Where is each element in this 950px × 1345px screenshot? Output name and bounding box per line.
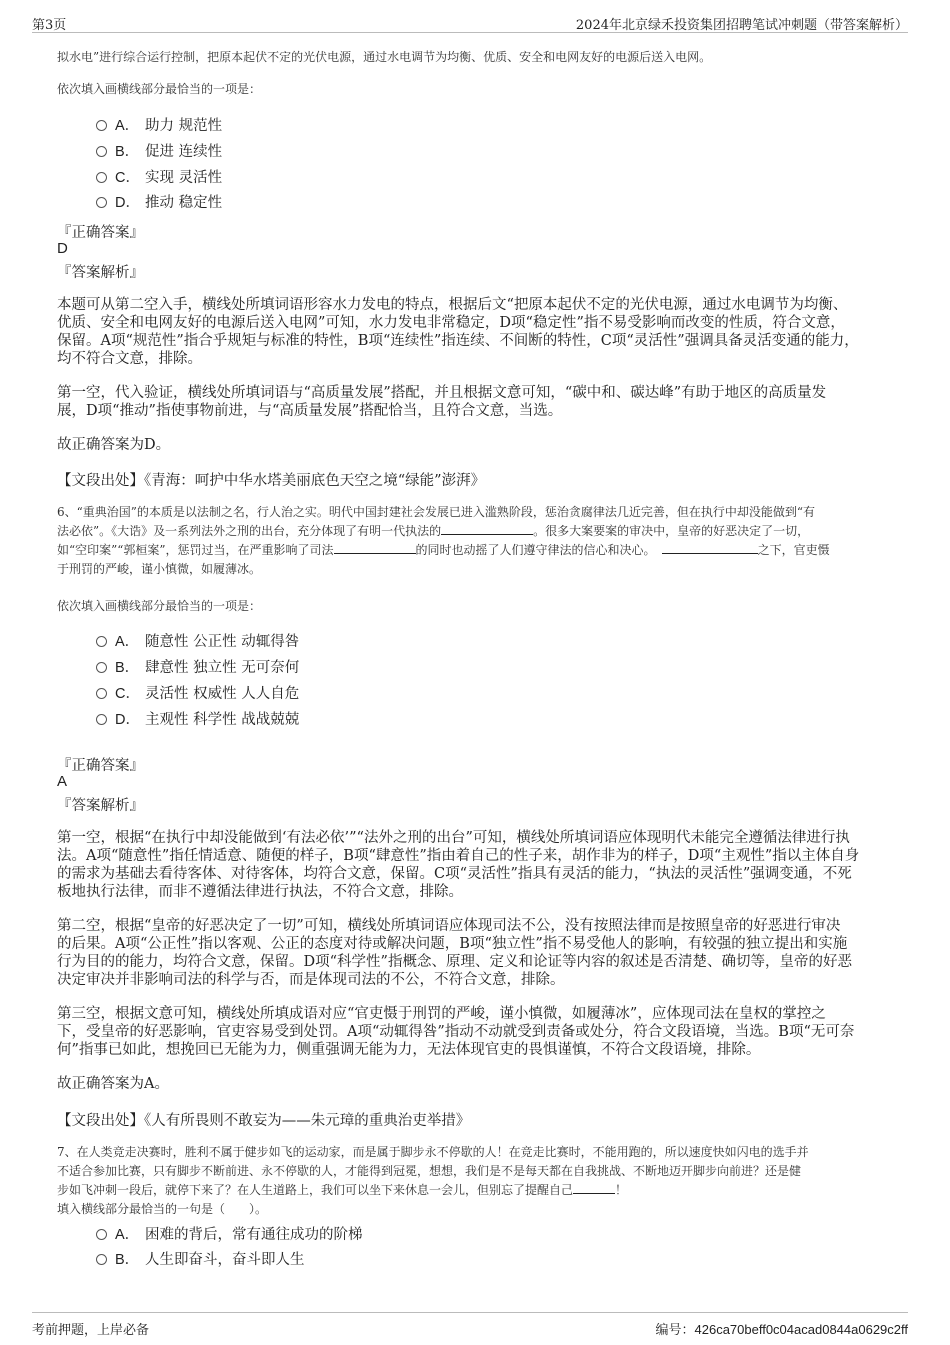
q6-prompt: 依次填入画横线部分最恰当的一项是： — [57, 599, 262, 613]
q6-stem: 6、“重典治国”的本质是以法制之名，行人治之实。明代中国封建社会发展已进入滥熟阶段，惩治贪腐律法几近完善，但在执行中却没能做到“有 法必依”。《大诰》及一系列法外之刑的出台，充分体现了有明一代执法的 。很多大案要案的审决中，皇帝的好恶决定了一切， 如“空印案”“郭桓案”，惩罚过当，在严重影响了司法 的同时也动摇了人们遵守律法的信心和决心。 之下，官吏慑 于刑罚的严峻，谨小慎微，如履薄冰。 — [57, 505, 830, 576]
q6-option-c[interactable]: C． 灵活性 权威性 人人自危 — [96, 684, 299, 704]
radio-icon[interactable] — [96, 662, 107, 673]
blank-3[interactable] — [662, 541, 758, 554]
q6-source: 【文段出处】《人有所畏则不敢妄为——朱元璋的重典治吏举措》 — [57, 1113, 471, 1129]
q6-option-a[interactable]: A． 随意性 公正性 动辄得咎 — [96, 632, 299, 652]
q6-option-d[interactable]: D． 主观性 科学性 战战兢兢 — [96, 710, 299, 730]
radio-icon[interactable] — [96, 1254, 107, 1265]
document-code: 编号：426ca70beff0c04acad0844a0629c2ff — [655, 1322, 908, 1337]
q7-option-a[interactable]: A． 困难的背后，常有通往成功的阶梯 — [96, 1225, 363, 1245]
q5-option-c[interactable]: C． 实现 灵活性 — [96, 168, 222, 188]
q5-answer-label: 『正确答案』 — [57, 225, 144, 241]
document-title: 2024年北京绿禾投资集团招聘笔试冲刺题（带答案解析） — [575, 18, 908, 33]
q6-option-b[interactable]: B． 肆意性 独立性 无可奈何 — [96, 658, 299, 678]
q5-option-b[interactable]: B． 促进 连续性 — [96, 142, 222, 162]
q6-answer: A — [57, 773, 68, 790]
page-number: 第3页 — [32, 18, 67, 33]
footer-slogan: 考前押题，上岸必备 — [32, 1323, 150, 1338]
q5-source: 【文段出处】《青海：呵护中华水塔美丽底色天空之境“绿能”澎湃》 — [57, 473, 486, 489]
q5-option-d[interactable]: D． 推动 稳定性 — [96, 193, 222, 213]
blank-1[interactable] — [573, 1181, 615, 1194]
radio-icon[interactable] — [96, 146, 107, 157]
q7-prompt: 填入横线部分最恰当的一句是（ ）。 — [57, 1202, 268, 1216]
q6-analysis-paragraph-1: 第一空，根据“在执行中却没能做到‘有法必依’”“法外之刑的出台”可知，横线处所填词语应体现明代未能完全遵循法律进行执 法。A项“随意性”指任情适意、随便的样子，B项“肆意性”指由着自己的性子来，胡作非为的样子，D项“主观性”指以主体自身 的需求为基础去看待客体、对待客体，均符合文意，保留。C项“灵活性”指具有灵活的能力，“执法的灵活性”强调变通，不死 板地执行法律，而非不遵循法律进行执法，不符合文意，排除。 — [57, 830, 860, 900]
q5-intro: 拟水电”进行综合运行控制，把原本起伏不定的光伏电源，通过水电调节为均衡、优质、安全和电网友好的电源后送入电网。 — [57, 50, 712, 64]
radio-icon[interactable] — [96, 197, 107, 208]
radio-icon[interactable] — [96, 120, 107, 131]
blank-2[interactable] — [334, 541, 416, 554]
q5-analysis-label: 『答案解析』 — [57, 265, 144, 281]
q7-option-b[interactable]: B． 人生即奋斗，奋斗即人生 — [96, 1250, 305, 1270]
q5-analysis-paragraph-2: 第一空，代入验证，横线处所填词语与“高质量发展”搭配，并且根据文意可知，“碳中和、碳达峰”有助于地区的高质量发 展，D项“推动”指使事物前进，与“高质量发展”搭配恰当，且符合文意，当选。 — [57, 385, 827, 419]
q5-analysis-paragraph-3: 故正确答案为D。 — [57, 437, 171, 453]
q7-stem: 7、在人类竞走决赛时，胜利不属于健步如飞的运动家，而是属于脚步永不停歇的人！在竞走比赛时，不能用跑的，所以速度快如闪电的选手并 不适合参加比赛，只有脚步不断前进、永不停歇的人，才能得到冠冕，想想，我们是不是每天都在自我挑战、不断地迈开脚步向前进？还是健 步如飞冲刺一段后，就停下来了？在人生道路上，我们可以坐下来休息一会儿，但别忘了提醒自己 ！ 填入横线部分最恰当的一句是（ ）。 — [57, 1143, 905, 1219]
q6-analysis-paragraph-3: 第三空，根据文意可知，横线处所填成语对应“官吏慑于刑罚的严峻，谨小慎微，如履薄冰”，应体现司法在皇权的掌控之 下，受皇帝的好恶影响，官吏容易受到处罚。A项“动辄得咎”指动不动就受到责备或处分，符合文段语境，当选。B项“无可奈 何”指事已如此，想挽回已无能为力，侧重强调无能为力，无法体现官吏的畏惧谨慎，不符合文段语境，排除。 — [57, 1006, 855, 1058]
radio-icon[interactable] — [96, 688, 107, 699]
q6-analysis-paragraph-2: 第二空，根据“皇帝的好恶决定了一切”可知，横线处所填词语应体现司法不公，没有按照法律而是按照皇帝的好恶进行审决 的后果。A项“公正性”指以客观、公正的态度对待或解决问题，B项“独立性”指不易受他人的影响，有较强的独立提出和实施 行为目的的能力，均符合文意，保留。D项“科学性”指概念、原理、定义和论证等内容的叙述是否清楚、确切等，皇帝的好恶 决定审决并非影响司法的科学与否，而是体现司法的不公，不符合文意，排除。 — [57, 918, 852, 988]
q6-analysis-paragraph-4: 故正确答案为A。 — [57, 1076, 169, 1092]
q6-analysis-label: 『答案解析』 — [57, 798, 144, 814]
page-header — [32, 10, 908, 33]
q5-analysis-paragraph-1: 本题可从第二空入手，横线处所填词语形容水力发电的特点，根据后文“把原本起伏不定的光伏电源，通过水电调节为均衡、 优质、安全和电网友好的电源后送入电网”可知，水力发电非常稳定，D项“稳定性”指不易受影响而改变的性质，符合文意， 保留。A项“规范性”指合乎规矩与标准的特性，B项“连续性”指连续、不间断的特性，C项“灵活性”强调具备灵活变通的能力， 均不符合文意，排除。 — [57, 297, 859, 367]
radio-icon[interactable] — [96, 1229, 107, 1240]
blank-1[interactable] — [441, 522, 533, 535]
q5-option-a[interactable]: A． 助力 规范性 — [96, 116, 222, 136]
radio-icon[interactable] — [96, 172, 107, 183]
q5-answer: D — [57, 240, 68, 257]
radio-icon[interactable] — [96, 714, 107, 725]
q6-answer-label: 『正确答案』 — [57, 758, 144, 774]
page-footer — [32, 1312, 908, 1337]
radio-icon[interactable] — [96, 636, 107, 647]
q5-prompt: 依次填入画横线部分最恰当的一项是： — [57, 82, 262, 96]
